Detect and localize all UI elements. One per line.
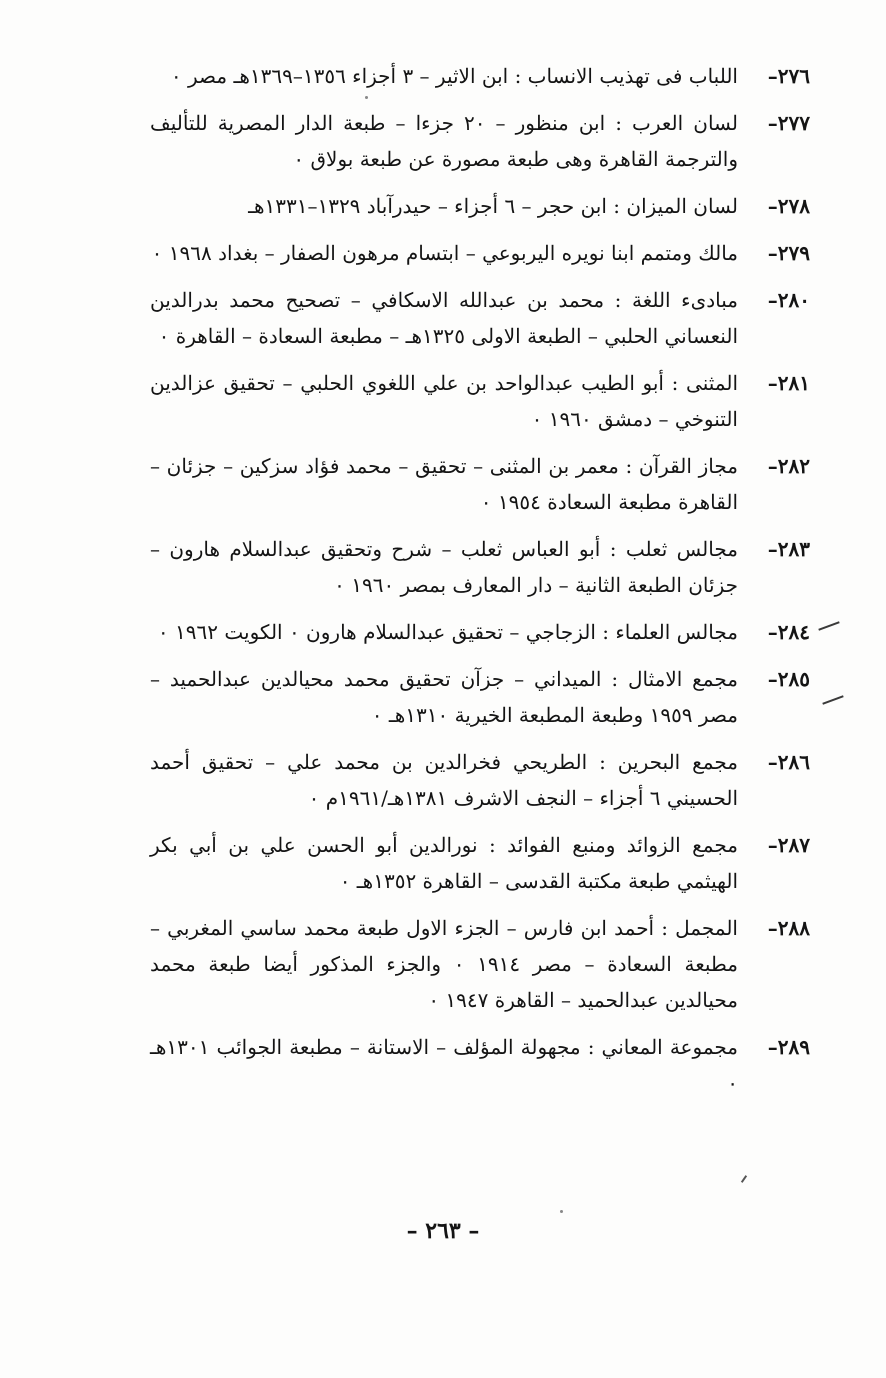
bibliography-entry-276 bbox=[150, 58, 810, 94]
entry-text: مجالس ثعلب : أبو العباس ثعلب – شرح وتحقيق عبدالسلام هارون – جزئان الطبعة الثانية – دار المعارف بمصر ١٩٦٠ ٠ bbox=[150, 537, 738, 597]
entry-number: ٢٨٤– bbox=[767, 620, 810, 644]
entry-number: ٢٨٨– bbox=[767, 916, 810, 940]
entry-text: مجمع الامثال : الميداني – جزآن تحقيق محمد محيالدين عبدالحميد – مصر ١٩٥٩ وطبعة المطبعة الخيرية ١٣١٠هـ ٠ bbox=[150, 667, 738, 727]
entry-number: ٢٨٦– bbox=[767, 750, 810, 774]
entry-number: ٢٨٧– bbox=[767, 833, 810, 857]
entry-number: ٢٧٩– bbox=[767, 241, 810, 265]
entry-number: ٢٨٢– bbox=[767, 454, 810, 478]
entry-text: مجموعة المعاني : مجهولة المؤلف – الاستانة – مطبعة الجوائب ١٣٠١هـ ٠ bbox=[150, 1035, 738, 1095]
entry-number: ٢٨٣– bbox=[767, 537, 810, 561]
bibliography-entry-278 bbox=[150, 188, 810, 224]
entry-number: ٢٧٨– bbox=[767, 194, 810, 218]
entry-text: مالك ومتمم ابنا نويره اليربوعي – ابتسام مرهون الصفار – بغداد ١٩٦٨ ٠ bbox=[151, 241, 738, 265]
entry-text: مبادىء اللغة : محمد بن عبدالله الاسكافي – تصحيح محمد بدرالدين النعساني الحلبي – الطبعة الاولى ١٣٢٥هـ – مطبعة السعادة – القاهرة ٠ bbox=[150, 288, 738, 348]
margin-pencil-mark bbox=[822, 695, 843, 704]
entry-text: لسان العرب : ابن منظور – ٢٠ جزءا – طبعة الدار المصرية للتأليف والترجمة القاهرة وهى طبعة مصورة عن طبعة بولاق ٠ bbox=[150, 111, 738, 171]
bibliography-entry-281 bbox=[150, 365, 810, 437]
bibliography-entry-280 bbox=[150, 282, 810, 354]
paper-speck bbox=[365, 96, 368, 99]
entry-number: ٢٧٧– bbox=[767, 111, 810, 135]
bibliography-entry-288 bbox=[150, 910, 810, 1018]
entry-text: مجمع البحرين : الطريحي فخرالدين بن محمد علي – تحقيق أحمد الحسيني ٦ أجزاء – النجف الاشرف ١٣٨١هـ/١٩٦١م ٠ bbox=[150, 750, 738, 810]
bibliography-entry-284 bbox=[150, 614, 810, 650]
margin-pencil-mark bbox=[818, 621, 839, 630]
entry-text: مجمع الزوائد ومنبع الفوائد : نورالدين أبو الحسن علي بن أبي بكر الهيثمي طبعة مكتبة القدسى – القاهرة ١٣٥٢هـ ٠ bbox=[150, 833, 738, 893]
entry-number: ٢٨١– bbox=[767, 371, 810, 395]
entry-number: ٢٧٦– bbox=[767, 64, 810, 88]
entry-number: ٢٨٠– bbox=[767, 288, 810, 312]
bibliography-entry-279 bbox=[150, 235, 810, 271]
entry-text: مجالس العلماء : الزجاجي – تحقيق عبدالسلام هارون ٠ الكويت ١٩٦٢ ٠ bbox=[157, 620, 738, 644]
entry-text: المجمل : أحمد ابن فارس – الجزء الاول طبعة محمد ساسي المغربي – مطبعة السعادة – مصر ١٩١٤ ٠ والجزء المذكور أيضا طبعة محمد محيالدين عبدالحميد – القاهرة ١٩٤٧ ٠ bbox=[150, 916, 739, 1012]
bibliography-entry-283 bbox=[150, 531, 810, 603]
bibliography-list bbox=[150, 58, 810, 1112]
entry-number: ٢٨٥– bbox=[767, 667, 810, 691]
bibliography-entry-282 bbox=[150, 448, 810, 520]
entry-text: لسان الميزان : ابن حجر – ٦ أجزاء – حيدرآباد ١٣٢٩–١٣٣١هـ bbox=[248, 194, 738, 218]
bibliography-entry-289 bbox=[150, 1029, 810, 1101]
entry-text: مجاز القرآن : معمر بن المثنى – تحقيق – محمد فؤاد سزكين – جزئان – القاهرة مطبعة السعادة ١٩٥٤ ٠ bbox=[150, 454, 738, 514]
pencil-tick-mark bbox=[741, 1175, 747, 1183]
bibliography-entry-287 bbox=[150, 827, 810, 899]
bibliography-entry-277 bbox=[150, 105, 810, 177]
page-number: – ٢٦٣ – bbox=[406, 1218, 480, 1244]
bibliography-entry-286 bbox=[150, 744, 810, 816]
entry-text: المثنى : أبو الطيب عبدالواحد بن علي اللغوي الحلبي – تحقيق عزالدين التنوخي – دمشق ١٩٦٠ ٠ bbox=[150, 371, 738, 431]
entry-text: اللباب فى تهذيب الانساب : ابن الاثير – ٣ أجزاء ١٣٥٦–١٣٦٩هـ مصر ٠ bbox=[170, 64, 738, 88]
entry-number: ٢٨٩– bbox=[767, 1035, 810, 1059]
bibliography-entry-285 bbox=[150, 661, 810, 733]
paper-speck bbox=[560, 1210, 563, 1213]
